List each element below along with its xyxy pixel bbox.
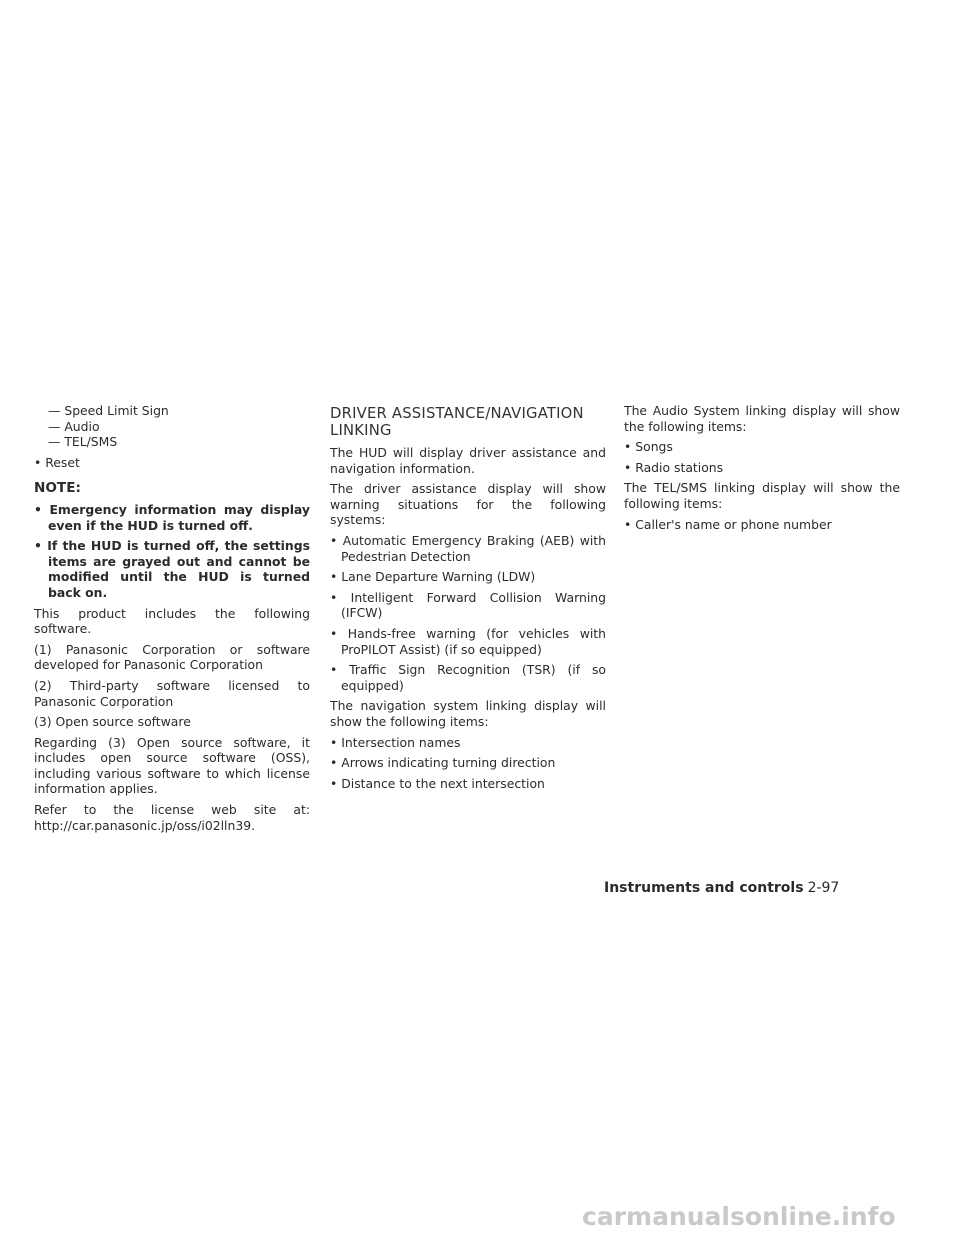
paragraph: (2) Third-party software licensed to Panasonic Corporation: [34, 677, 310, 709]
section-title: Instruments and controls: [604, 880, 804, 896]
paragraph: (3) Open source software: [34, 714, 191, 730]
list-item: • Intersection names: [330, 734, 461, 750]
note-heading: NOTE:: [34, 480, 81, 497]
list-item: • Arrows indicating turning direction: [330, 755, 556, 771]
paragraph: The navigation system linking display will show the following items:: [330, 698, 606, 729]
list-item: • Lane Departure Warning (LDW): [330, 569, 536, 585]
list-item: • Radio stations: [624, 459, 724, 475]
menu-subitem: — Audio: [48, 418, 100, 434]
list-item: • Distance to the next intersection: [330, 775, 545, 791]
menu-subitem: — Speed Limit Sign: [48, 403, 169, 418]
list-item: • Hands-free warning (for vehicles with ProPILOT Assist) (if so equipped): [330, 625, 606, 657]
paragraph: The TEL/SMS linking display will show the following items:: [624, 480, 900, 511]
paragraph: The driver assistance display will show warning situations for the following systems:: [330, 481, 606, 528]
paragraph: (1) Panasonic Corporation or software developed for Panasonic Corporation: [34, 641, 310, 673]
note-item: • Emergency information may display even if the HUD is turned off.: [34, 501, 310, 533]
paragraph: Regarding (3) Open source software, it includes open source software (OSS), including various software to which license information applies.: [34, 734, 310, 797]
note-item: • If the HUD is turned off, the settings items are grayed out and cannot be modified until the HUD is turned back on.: [34, 538, 310, 600]
menu-item-reset: • Reset: [34, 454, 80, 470]
paragraph: This product includes the following software.: [34, 605, 310, 637]
section-heading: DRIVER ASSISTANCE/NAVIGATION LINKING: [330, 405, 584, 439]
column-left: [34, 403, 310, 838]
list-item: • Automatic Emergency Braking (AEB) with Pedestrian Detection: [330, 532, 606, 564]
watermark: carmanualsonline.info: [582, 1202, 896, 1231]
list-item: • Songs: [624, 439, 673, 455]
page-number: 2-97: [807, 880, 840, 896]
page-footer: [604, 877, 904, 896]
list-item: • Intelligent Forward Collision Warning (IFCW): [330, 589, 606, 621]
list-item: • Traffic Sign Recognition (TSR) (if so equipped): [330, 662, 606, 693]
paragraph: The Audio System linking display will show the following items:: [624, 403, 900, 434]
license-paragraph: Refer to the license web site at: http://car.panasonic.jp/oss/i02lln39.: [34, 802, 310, 833]
column-right: [624, 403, 900, 537]
paragraph: The HUD will display driver assistance and navigation information.: [330, 445, 606, 476]
column-middle: [330, 403, 606, 796]
menu-subitem: — TEL/SMS: [48, 434, 118, 450]
list-item: • Caller's name or phone number: [624, 516, 832, 532]
